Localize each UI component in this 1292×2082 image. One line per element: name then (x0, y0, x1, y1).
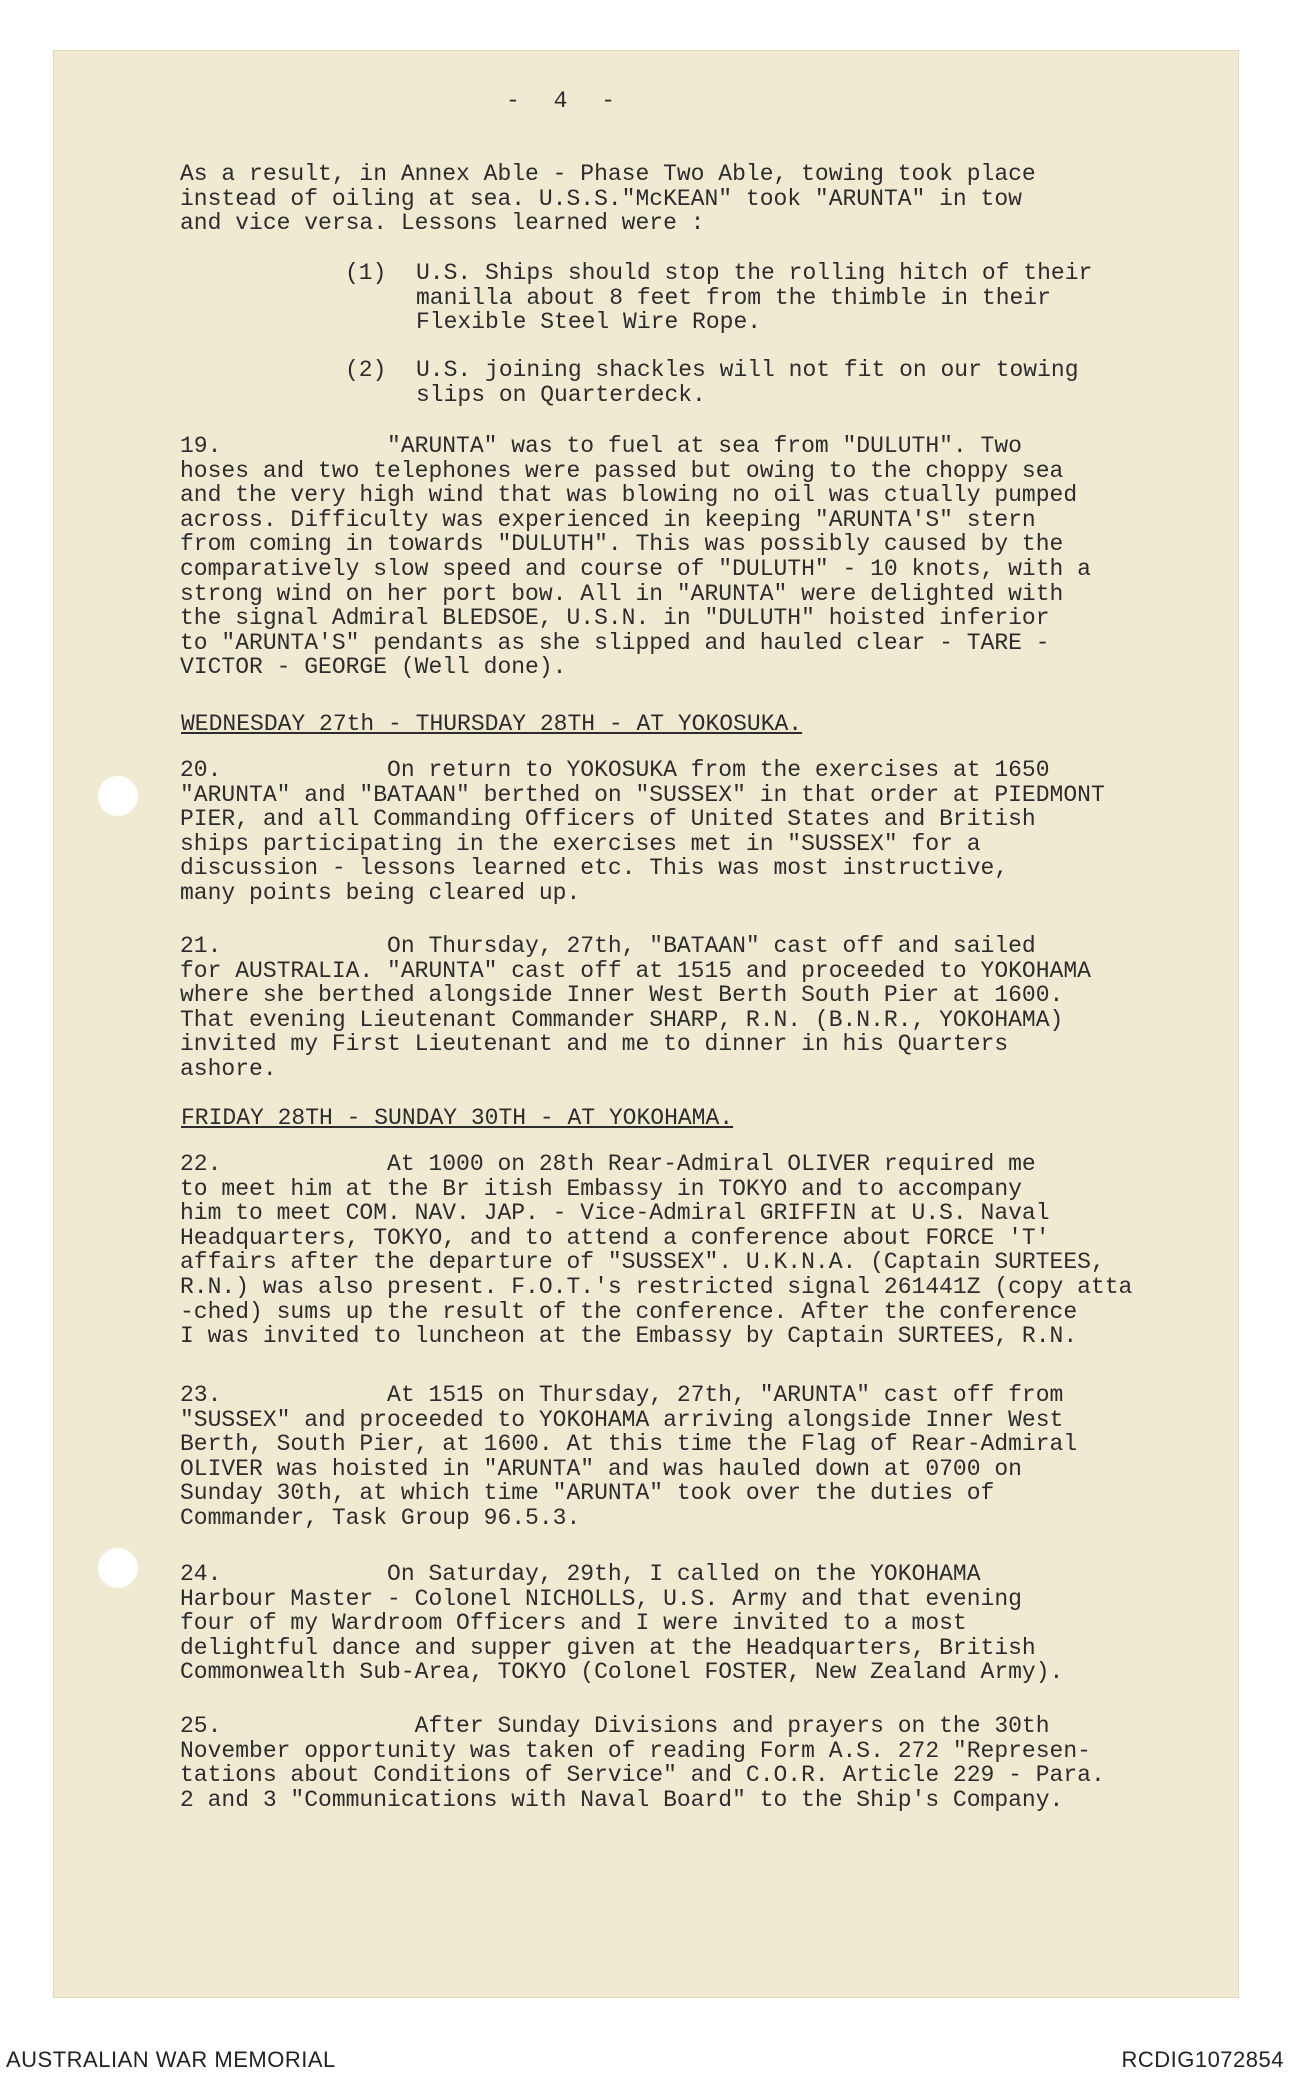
punch-hole (98, 776, 138, 816)
section-heading: FRIDAY 28TH - SUNDAY 30TH - AT YOKOHAMA. (181, 1105, 734, 1131)
footer-institution: AUSTRALIAN WAR MEMORIAL (6, 2047, 336, 2072)
lesson-text: U.S. joining shackles will not fit on our towing slips on Quarterdeck. (416, 357, 1079, 408)
footer-record-id: RCDIG1072854 (1121, 2047, 1284, 2072)
lesson-number: (2) (345, 357, 387, 383)
paragraph-24: 24. On Saturday, 29th, I called on the YOKOHAMA Harbour Master - Colonel NICHOLLS, U.S. Army and that evening four of my Wardroom Officers and I were invited to a most delightful dance and supper given at the Headquarters, British Commonwealth Sub-Area, TOKYO (Colonel FOSTER, New Zealand Army). (180, 1561, 1064, 1686)
lesson-text: U.S. Ships should stop the rolling hitch of their manilla about 8 feet from the thimble in their Flexible Steel Wire Rope. (416, 260, 1093, 336)
paragraph-23: 23. At 1515 on Thursday, 27th, "ARUNTA" cast off from "SUSSEX" and proceeded to YOKOHAMA arriving alongside Inner West Berth, South Pier, at 1600. At this time the Flag of Rear-Admiral OLIVER was hoisted in "ARUNTA" and was hauled down at 0700 on Sunday 30th, at which time "ARUNTA" took over the duties of Commander, Task Group 96.5.3. (180, 1382, 1078, 1531)
punch-hole (98, 1548, 138, 1588)
paragraph-21: 21. On Thursday, 27th, "BATAAN" cast off and sailed for AUSTRALIA. "ARUNTA" cast off at 1515 and proceeded to YOKOHAMA where she berthed alongside Inner West Berth South Pier at 1600. That evening Lieutenant Commander SHARP, R.N. (B.N.R., YOKOHAMA) invited my First Lieutenant and me to dinner in his Quarters ashore. (180, 933, 1091, 1082)
intro-paragraph: As a result, in Annex Able - Phase Two Able, towing took place instead of oiling at sea. U.S.S."McKEAN" took "ARUNTA" in tow and vice versa. Lessons learned were : (180, 161, 1036, 237)
paragraph-22: 22. At 1000 on 28th Rear-Admiral OLIVER required me to meet him at the Br itish Embassy in TOKYO and to accompany him to meet COM. NAV. JAP. - Vice-Admiral GRIFFIN at U.S. Naval Headquarters, TOKYO, and to attend a conference about FORCE 'T' affairs after the departure of "SUSSEX". U.K.N.A. (Captain SURTEES, R.N.) was also present. F.O.T.'s restricted signal 261441Z (copy atta -ched) sums up the result of the conference. After the conference I was invited to luncheon at the Embassy by Captain SURTEES, R.N. (180, 1151, 1133, 1350)
paragraph-19: 19. "ARUNTA" was to fuel at sea from "DULUTH". Two hoses and two telephones were passed but owing to the choppy sea and the very high wind that was blowing no oil was ctually pumped across. Difficulty was experienced in keeping "ARUNTA'S" stern from coming in towards "DULUTH". This was possibly caused by the comparatively slow speed and course of "DULUTH" - 10 knots, with a strong wind on her port bow. All in "ARUNTA" were delighted with the signal Admiral BLEDSOE, U.S.N. in "DULUTH" hoisted inferior to "ARUNTA'S" pendants as she slipped and hauled clear - TARE - VICTOR - GEORGE (Well done). (180, 433, 1091, 681)
page-number: - 4 - (506, 88, 626, 114)
lesson-number: (1) (345, 260, 387, 286)
paragraph-20: 20. On return to YOKOSUKA from the exercises at 1650 "ARUNTA" and "BATAAN" berthed on "SUSSEX" in that order at PIEDMONT PIER, and all Commanding Officers of United States and British ships participating in the exercises met in "SUSSEX" for a discussion - lessons learned etc. This was most instructive, many points being cleared up. (180, 757, 1105, 906)
paragraph-25: 25. After Sunday Divisions and prayers on the 30th November opportunity was taken of reading Form A.S. 272 "Represen- tations about Conditions of Service" and C.O.R. Article 229 - Para. 2 and 3 "Communications with Naval Board" to the Ship's Company. (180, 1713, 1105, 1813)
section-heading: WEDNESDAY 27th - THURSDAY 28TH - AT YOKOSUKA. (181, 711, 803, 737)
